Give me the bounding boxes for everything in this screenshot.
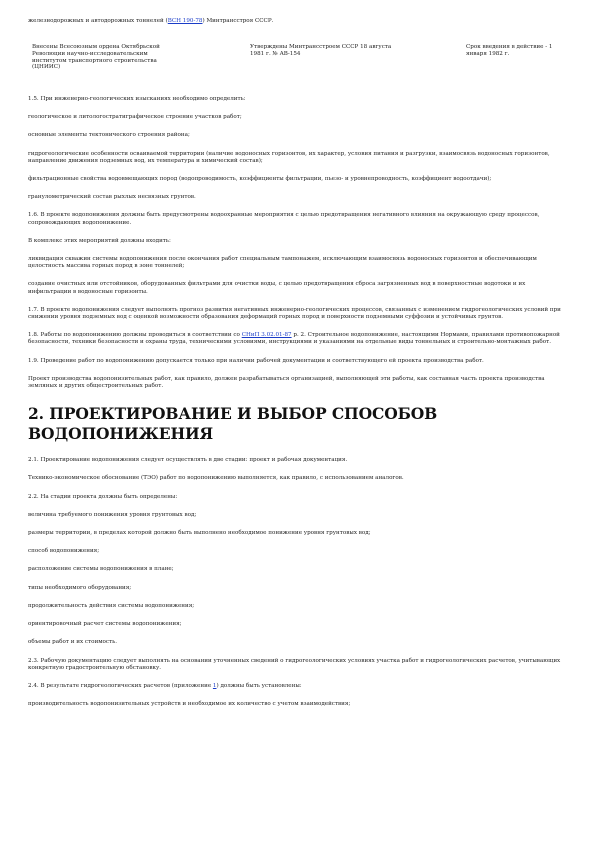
list-item: ориентировочный расчет системы водопонижения; [28,621,182,628]
p2-4-text: 2.4. В результате гидрогеологических расчетов (приложение [28,682,213,689]
list-item: основные элементы тектонического строения района; [28,132,190,139]
paragraph-2-1: 2.1. Проектирование водопонижения следует осуществлять в две стадии: проект и рабочая документация. [28,457,348,464]
list-item: способ водопонижения; [28,548,100,555]
paragraph-1-5: 1.5. При инженерно-геологических изысканиях необходимо определить: [28,96,246,102]
paragraph-2-1b: Технико-экономическое обоснование (ТЭО) работ по водопонижению выполняется, как правило, с использованием аналогов. [28,475,404,482]
paragraph-1-7: 1.7. В проекте водопонижения следует выполнять прогноз развития негативных инженерно-геологических процессов, связанных с изменением гидрогеологических условий при снижении уровня подземных вод с оценкой возможности образования деформаций горных пород и поверхности подземными суффозии и устойчивых грунтов. [28,306,561,321]
header-approved: Утверждены Минтрансстроем СССР 18 августа 1981 г. № АВ-154 [250,44,392,57]
list-item: объемы работ и их стоимость. [28,639,117,646]
snip-link[interactable]: СНиП 3.02.01-87 [241,332,292,339]
p1-8-text: 1.8. Работы по водопонижению должны проводиться в соответствии со [28,332,242,339]
paragraph-2-2: 2.2. На стадии проекта должны быть определены: [28,493,178,500]
section-2-heading: 2. ПРОЕКТИРОВАНИЕ И ВЫБОР СПОСОБОВ ВОДОПОНИЖЕНИЯ [28,404,438,444]
header-effective: Срок введения в действие - 1 января 1982 г. [466,44,553,57]
section-1-body [28,96,568,708]
p1-8-text-end: р. 2. Строительное водопонижение, настоящими Нормами, правилами противопожарной безопасности, техники безопасности и охраны труда, техническими условиями, инструкциями и указаниями на отдельные виды тоннельных и строительно-монтажных работ. [28,332,560,346]
header-org: Внесены Всесоюзным ордена Октябрьской Революции научно-исследовательским институтом транспортного строительства (ЦНИИС) [32,44,160,71]
paragraph-2-4 [28,683,568,690]
list-item: фильтрационные свойства водовмещающих пород (водопроводимость, коэффициенты фильтрации, пьезо- и уровнепроводность, коэффициент водоотдачи); [28,176,492,183]
paragraph-1-8 [28,332,568,346]
list-item: продолжительность действия системы водопонижения; [28,602,195,609]
list-item: размеры территории, в пределах которой должно быть выполнено необходимое понижение уровня грунтовых вод; [28,530,371,537]
appendix-1-link[interactable]: 1 [212,682,217,689]
list-item: создание очистных или отстойников, оборудованных фильтрами для очистки воды, с целью предотвращения сброса загрязненных вод в поверхностные водотоки и их инфильтрации в водоносные горизонты. [28,281,526,295]
list-item: ликвидация скважин системы водопонижения после окончания работ специальным тампонажем, исключающим взаимосвязь водоносных горизонтов и обеспечивающим целостность массива горных пород в зоне тоннелей; [28,256,537,270]
paragraph-2-3: 2.3. Рабочую документацию следует выполнять на основании уточненных сведений о гидрогеологических условиях участка работ и гидрогеологических расчетов, учитывающих конкретную градостроительную обстановку. [28,657,561,671]
paragraph-2-4a: производительность водопонизительных устройств и необходимое их количество с учетом взаимодействия; [28,701,351,708]
list-item: гранулометрический состав рыхлых несвязных грунтов. [28,194,196,201]
paragraph-1-6: 1.6. В проекте водопонижения должны быть предусмотрены водоохранные мероприятия с целью предотвращения негативного влияния на окружающую среду процессов, сопровождающих водопонижение. [28,212,540,226]
list-item: типы необходимого оборудования; [28,584,132,591]
intro-paragraph [28,18,273,25]
paragraph-1-6b: В комплекс этих мероприятий должны входить: [28,237,171,244]
list-item: величина требуемого понижения уровня грунтовых вод; [28,511,197,518]
list-item: расположение системы водопонижения в плане; [28,566,174,573]
intro-text-end: ) Минтрансстроя СССР. [202,18,274,24]
list-item: геологическое и литологостратиграфическое строение участков работ; [28,114,242,121]
paragraph-1-9b: Проект производства водопонизительных работ, как правило, должен разрабатываться организацией, выполняющей эти работы, как составная часть проекта производства земляных и других общестроительных работ. [28,375,545,390]
paragraph-1-9: 1.9. Проведение работ по водопонижению допускается только при наличии рабочей документации и соответствующего ей проекта производства работ. [28,357,484,364]
list-item: гидрогеологические особенности осваиваемой территории (наличие водоносных горизонтов, их характер, условия питания и разгрузки, взаимосвязь водоносных горизонтов, направление движения подземных вод, их температура и химический состав); [28,150,550,164]
intro-text: железнодорожных и автодорожных тоннелей ( [28,18,168,24]
p2-4-text-end: ) должны быть установлены: [216,682,302,689]
vsn-link[interactable]: ВСН 190-78 [167,18,203,24]
